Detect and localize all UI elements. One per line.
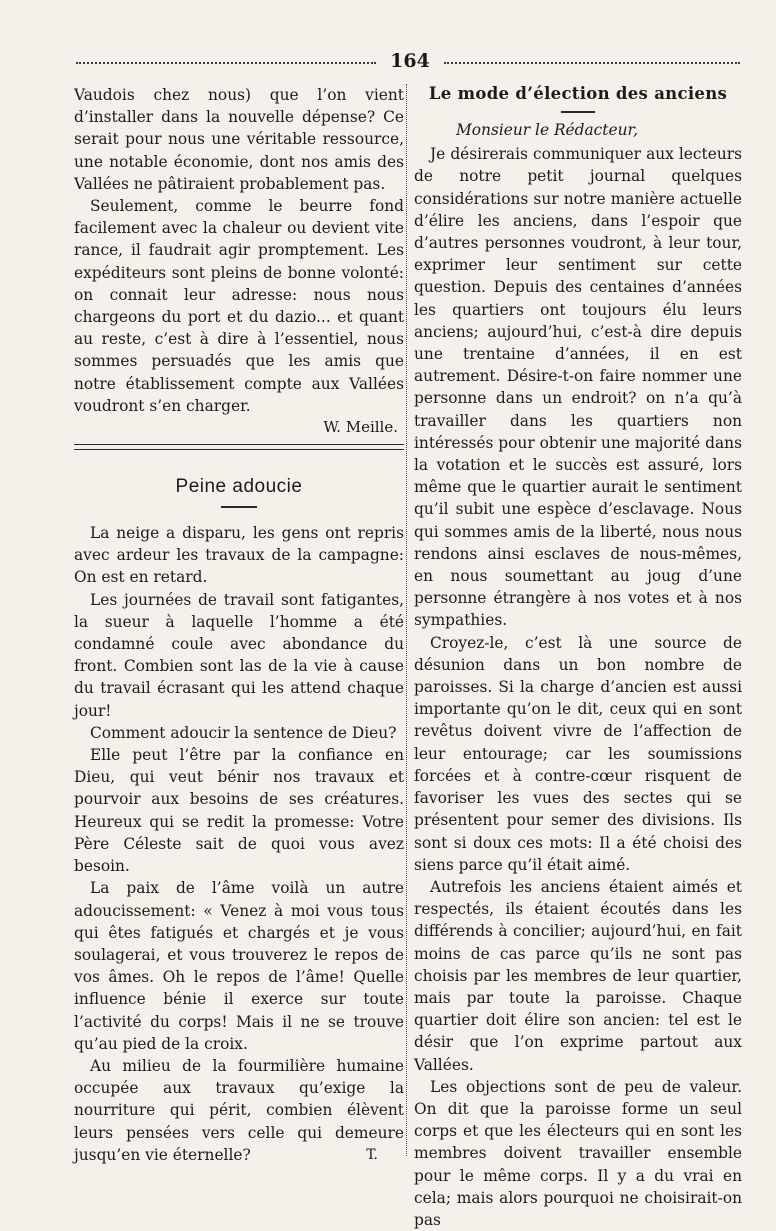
header-rule-left (76, 62, 376, 64)
paragraph: Je désirerais communiquer aux lecteurs de notre petit journal quelques considérations sur notre manière actuelle d’élire les anciens, dans l’espoir que d’autres personnes voudront, à leur tour, exprimer leur sentiment sur cette question. Depuis des centaines d’années les quartiers ont toujours élu leurs anciens; aujourd’hui, c’est-à dire depuis une trentaine d’années, il en est autrement. Désire-t-on faire nommer une personne dans un endroit? on n’a qu’à travailler dans les quartiers non intéressés pour obtenir une majorité dans la votation et le succès est assuré, lors même que le quartier aurait le sentiment qu’il subit une espèce d’esclavage. Nous qui sommes amis de la liberté, nous nous rendons ainsi esclaves de nous-mêmes, en nous soumettant au joug d’une personne étrangère à nos votes et à nos sympathies. (414, 145, 742, 630)
paragraph: Seulement, comme le beurre fond facilement avec la chaleur ou devient vite rance, il faudrait agir promptement. Les expéditeurs sont pleins de bonne volonté: on connait leur adresse: nous nous chargeons du port et du dazio... et quant au reste, c’est à dire à l’essentiel, nous sommes persuadés que les amis que notre établissement compte aux Vallées voudront s’en charger. (74, 197, 404, 415)
header-rule-right (444, 62, 740, 64)
salutation: Monsieur le Rédacteur, (456, 121, 639, 139)
column-divider (406, 84, 407, 1156)
article-title: Peine adoucie (175, 476, 303, 498)
paragraph: Comment adoucir la sentence de Dieu? (90, 723, 397, 742)
left-column (74, 84, 404, 1169)
page-header (76, 50, 740, 72)
paragraph: Les journées de travail sont fatigantes, la sueur à laquelle l’homme a été condamné coule avec abondance du front. Combien sont las de la vie à cause du travail écrasant qui les attend chaque jour! (74, 590, 404, 720)
signature: W. Meille. (323, 418, 398, 437)
paragraph: Croyez-le, c’est là une source de désunion dans un bon nombre de paroisses. Si la charge d’ancien est aussi importante qu’on le dit, ceux qui en sont revêtus doivent vivre de l’affection de leur entourage; car les soumissions forcées et à contre-cœur risquent de favoriser les vues des sectes qui se présentent pour semer des divisions. Ils sont si doux ces mots: Il a été choisi des siens parce qu’il était aimé. (414, 633, 742, 874)
section-separator (74, 444, 404, 450)
paragraph: Au milieu de la fourmilière humaine occupée aux travaux qu’exige la nourriture qui périt, combien élèvent leurs pensées vers celle qui demeure jusqu’en vie éternelle? (74, 1056, 404, 1164)
paragraph: Les objections sont de peu de valeur. On dit que la paroisse forme un seul corps et que les électeurs qui en sont les membres doivent travailler ensemble pour le même corps. Il y a du vrai en cela; mais alors pourquoi ne choisirait-on pas (414, 1077, 742, 1229)
paragraph: Elle peut l’être par la confiance en Dieu, qui veut bénir nos travaux et pourvoir aux besoins de ses créatures. Heureux qui se redit la promesse: Votre Père Céleste sait de quoi vous avez besoin. (74, 746, 404, 876)
title-underline (561, 111, 595, 113)
paragraph: La neige a disparu, les gens ont repris avec ardeur les travaux de la campagne: On est en retard. (74, 524, 404, 587)
paragraph: Autrefois les anciens étaient aimés et respectés, ils étaient écoutés dans les différends à concilier; aujourd’hui, en fait moins de cas parce qu’ils ne sont pas choisis par les membres de leur quartier, mais par toute la paroisse. Chaque quartier doit élire son ancien: tel est le désir que l’on exprime partout aux Vallées. (414, 877, 742, 1074)
author-initial: T. (366, 1146, 378, 1163)
paragraph: La paix de l’âme voilà un autre adoucissement: « Venez à moi vous tous qui êtes fatigués et chargés et je vous soulagerai, et vous trouverez le repos de vos âmes. Oh le repos de l’âme! Quelle influence bénie il exerce sur toute l’activité du corps! Mais il ne se trouve qu’au pied de la croix. (74, 879, 404, 1053)
page-number: 164 (390, 50, 430, 72)
right-column (414, 84, 742, 1229)
paragraph: Vaudois chez nous) que l’on vient d’installer dans la nouvelle dépense? Ce serait pour nous une véritable ressource, une notable économie, dont nos amis des Vallées ne pâtiraient probablement pas. (74, 86, 404, 193)
title-underline (221, 506, 257, 508)
article-title: Le mode d’élection des anciens (428, 84, 728, 103)
